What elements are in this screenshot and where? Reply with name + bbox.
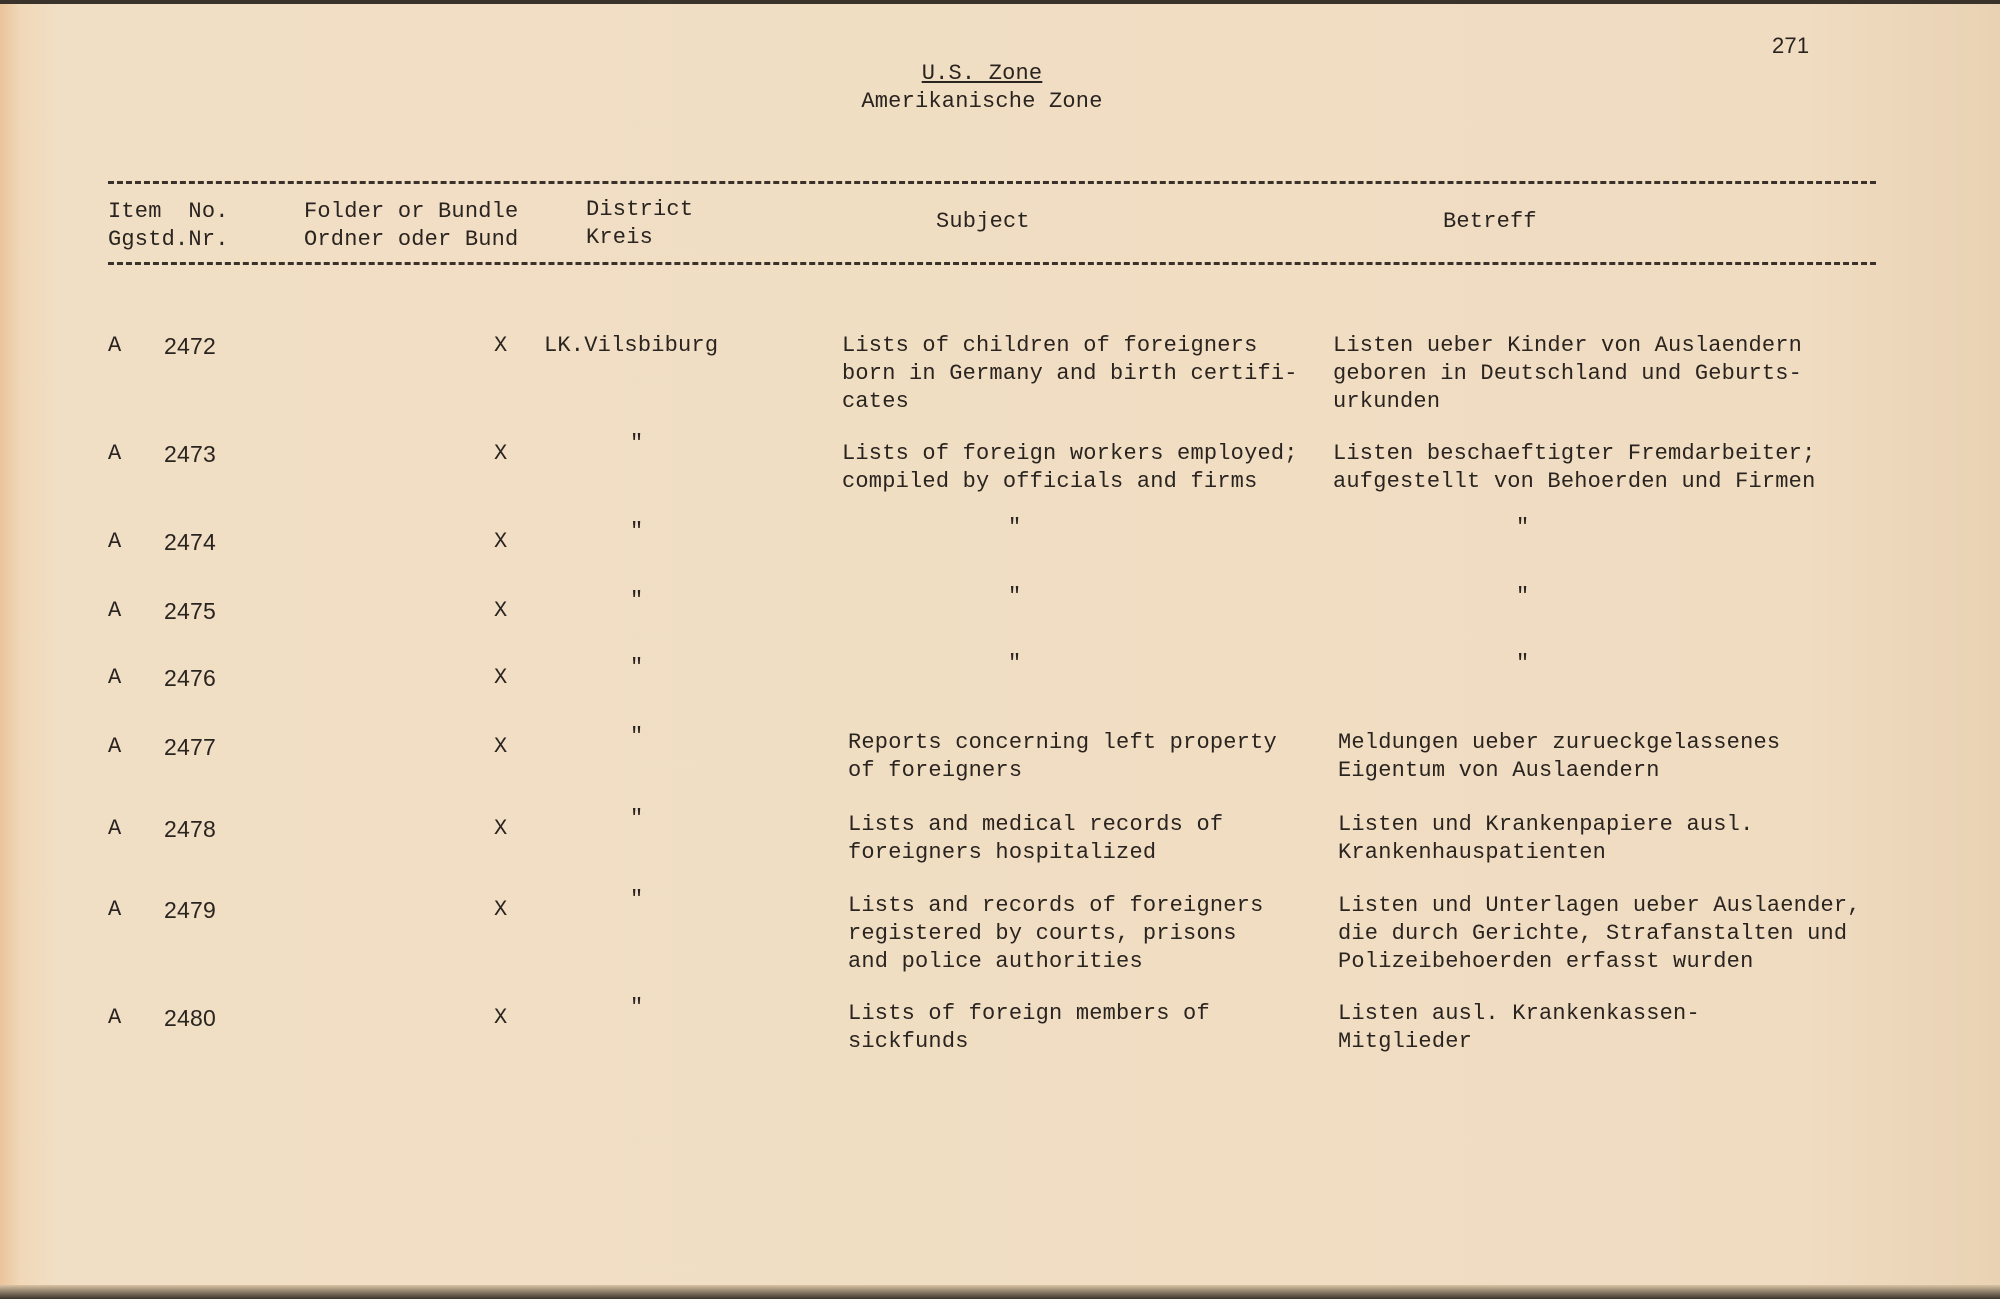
district-cell: " <box>630 519 644 544</box>
subject-cell: " <box>1008 651 1022 676</box>
subject-cell: Lists of foreign members of sickfunds <box>848 1001 1210 1054</box>
item-series: A <box>108 598 122 623</box>
header-folder: Folder or Bundle <box>304 199 519 224</box>
district-cell: " <box>630 806 644 831</box>
item-series: A <box>108 333 122 358</box>
page-subtitle: Amerikanische Zone <box>861 89 1103 114</box>
header-subject: Subject <box>936 209 1030 234</box>
subject-cell: Lists and records of foreigners registered by courts, prisons and police authorities <box>848 893 1264 974</box>
betreff-cell: Listen ueber Kinder von Auslaendern geboren in Deutschland und Geburts- urkunden <box>1333 333 1803 414</box>
folder-mark: X <box>494 333 508 358</box>
item-series: A <box>108 441 122 466</box>
item-series: A <box>108 1005 122 1030</box>
folder-mark: X <box>494 734 508 759</box>
header-district: District <box>586 197 694 222</box>
betreff-cell: " <box>1516 584 1530 609</box>
district-cell: " <box>630 887 644 912</box>
betreff-cell: Listen und Krankenpapiere ausl. Krankenhauspatienten <box>1338 812 1754 865</box>
item-number: 2476 <box>164 665 216 691</box>
folder-mark: X <box>494 665 508 690</box>
subject-cell: Reports concerning left property of foreigners <box>848 730 1277 783</box>
item-series: A <box>108 734 122 759</box>
page-number: 271 <box>1772 33 1810 58</box>
item-number: 2474 <box>164 529 216 555</box>
item-number: 2480 <box>164 1005 216 1031</box>
item-number: 2478 <box>164 816 216 842</box>
subject-cell: " <box>1008 515 1022 540</box>
subject-cell: Lists of foreign workers employed; compiled by officials and firms <box>842 441 1298 494</box>
header-item: Item No. <box>108 199 229 224</box>
item-number: 2475 <box>164 598 216 624</box>
header-folder-de: Ordner oder Bund <box>304 227 519 252</box>
page-bottom-edge <box>0 1285 2000 1299</box>
district-cell: " <box>630 431 644 456</box>
betreff-cell: " <box>1516 651 1530 676</box>
header-item-de: Ggstd.Nr. <box>108 227 229 252</box>
folder-mark: X <box>494 441 508 466</box>
district-cell: " <box>630 995 644 1020</box>
item-series: A <box>108 816 122 841</box>
district-cell: " <box>630 724 644 749</box>
item-number: 2472 <box>164 333 216 359</box>
betreff-cell: Listen und Unterlagen ueber Auslaender, die durch Gerichte, Strafanstalten und Polizeibehoerden erfasst wurden <box>1338 893 1861 974</box>
header-bottom-rule <box>108 262 1876 265</box>
folder-mark: X <box>494 1005 508 1030</box>
header-betreff: Betreff <box>1443 209 1537 234</box>
subject-cell: Lists and medical records of foreigners hospitalized <box>848 812 1224 865</box>
folder-mark: X <box>494 529 508 554</box>
folder-mark: X <box>494 897 508 922</box>
page-title: U.S. Zone <box>921 61 1043 86</box>
item-series: A <box>108 665 122 690</box>
folder-mark: X <box>494 816 508 841</box>
item-series: A <box>108 897 122 922</box>
betreff-cell: Meldungen ueber zurueckgelassenes Eigentum von Auslaendern <box>1338 730 1781 783</box>
subject-cell: Lists of children of foreigners born in Germany and birth certifi- cates <box>842 333 1298 414</box>
header-district-de: Kreis <box>586 225 654 250</box>
item-number: 2479 <box>164 897 216 923</box>
page-top-edge <box>0 0 2000 4</box>
subject-cell: " <box>1008 584 1022 609</box>
folder-mark: X <box>494 598 508 623</box>
betreff-cell: Listen beschaeftigter Fremdarbeiter; aufgestellt von Behoerden und Firmen <box>1333 441 1816 494</box>
item-number: 2473 <box>164 441 216 467</box>
district-cell: " <box>630 588 644 613</box>
district-cell: LK.Vilsbiburg <box>544 333 719 358</box>
header-top-rule <box>108 181 1876 184</box>
item-number: 2477 <box>164 734 216 760</box>
district-cell: " <box>630 655 644 680</box>
betreff-cell: Listen ausl. Krankenkassen- Mitglieder <box>1338 1001 1700 1054</box>
betreff-cell: " <box>1516 515 1530 540</box>
item-series: A <box>108 529 122 554</box>
